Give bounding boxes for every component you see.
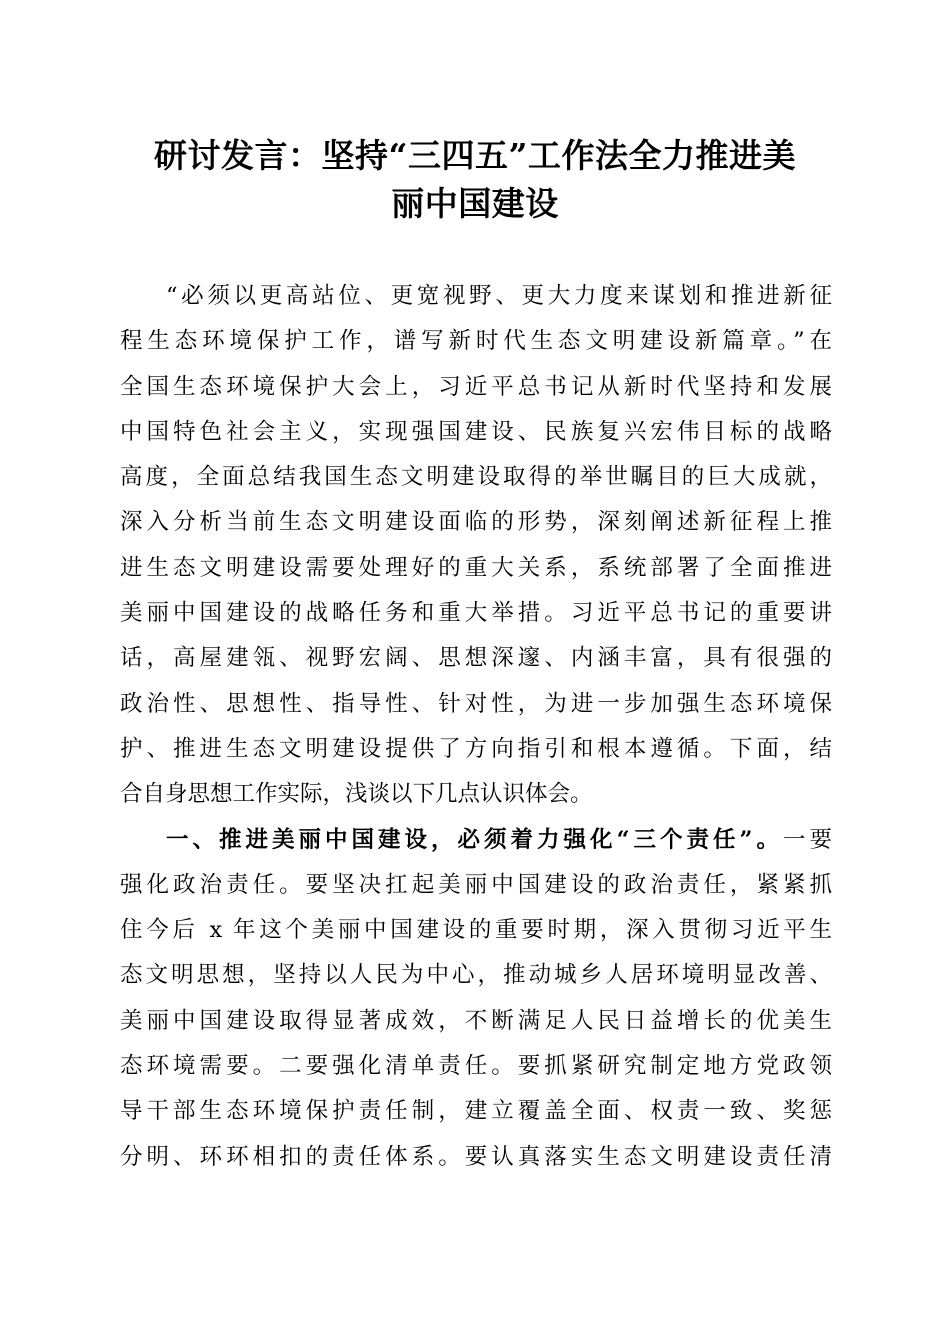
text-line: 进生态文明建设需要处理好的重大关系，系统部署了全面推进	[120, 554, 832, 581]
text-line: 态环境需要。二要强化清单责任。要抓紧研究制定地方党政领	[120, 1053, 832, 1080]
text-line: 导干部生态环境保护责任制，建立覆盖全面、权责一致、奖惩	[120, 1098, 832, 1125]
text-line: “必须以更高站位、更宽视野、更大力度来谋划和推进新征	[166, 283, 832, 309]
paragraph-section-one	[120, 818, 832, 1180]
text-line: 态文明思想，坚持以人民为中心，推动城乡人居环境明显改善、	[120, 962, 832, 989]
text-line: 深入分析当前生态文明建设面临的形势，深刻阐述新征程上推	[120, 509, 832, 536]
paragraph-intro	[120, 274, 832, 818]
text-line: 全国生态环境保护大会上，习近平总书记从新时代坚持和发展	[120, 373, 832, 400]
text-line: 政治性、思想性、指导性、针对性，为进一步加强生态环境保	[120, 690, 832, 717]
document-title	[110, 132, 840, 228]
text-line: 程生态环境保护工作，谱写新时代生态文明建设新篇章。”在	[120, 328, 832, 355]
title-line: 研讨发言：坚持“三四五”工作法全力推进美	[154, 136, 796, 175]
text-line: 话，高屋建瓴、视野宏阔、思想深邃、内涵丰富，具有很强的	[120, 645, 832, 672]
text-line: 美丽中国建设取得显著成效，不断满足人民日益增长的优美生	[120, 1007, 832, 1034]
title-line: 丽中国建设	[391, 184, 559, 223]
text-line: 中国特色社会主义，实现强国建设、民族复兴宏伟目标的战略	[120, 418, 832, 445]
document-body	[120, 274, 832, 1180]
text-line	[120, 818, 832, 863]
text-fragment: 一要	[782, 826, 832, 853]
text-line: 合自身思想工作实际，浅谈以下几点认识体会。	[120, 781, 593, 808]
text-line: 分明、环环相扣的责任体系。要认真落实生态文明建设责任清	[120, 1143, 832, 1170]
text-line: 高度，全面总结我国生态文明建设取得的举世瞩目的巨大成就，	[120, 464, 832, 491]
text-line: 美丽中国建设的战略任务和重大举措。习近平总书记的重要讲	[120, 600, 832, 627]
text-line: 护、推进生态文明建设提供了方向指引和根本遵循。下面，结	[120, 735, 832, 762]
text-line: 强化政治责任。要坚决扛起美丽中国建设的政治责任，紧紧抓	[120, 871, 832, 898]
text-line: 住今后 x 年这个美丽中国建设的重要时期，深入贯彻习近平生	[120, 917, 832, 944]
section-heading: 一、推进美丽中国建设，必须着力强化“三个责任”。	[166, 826, 783, 853]
